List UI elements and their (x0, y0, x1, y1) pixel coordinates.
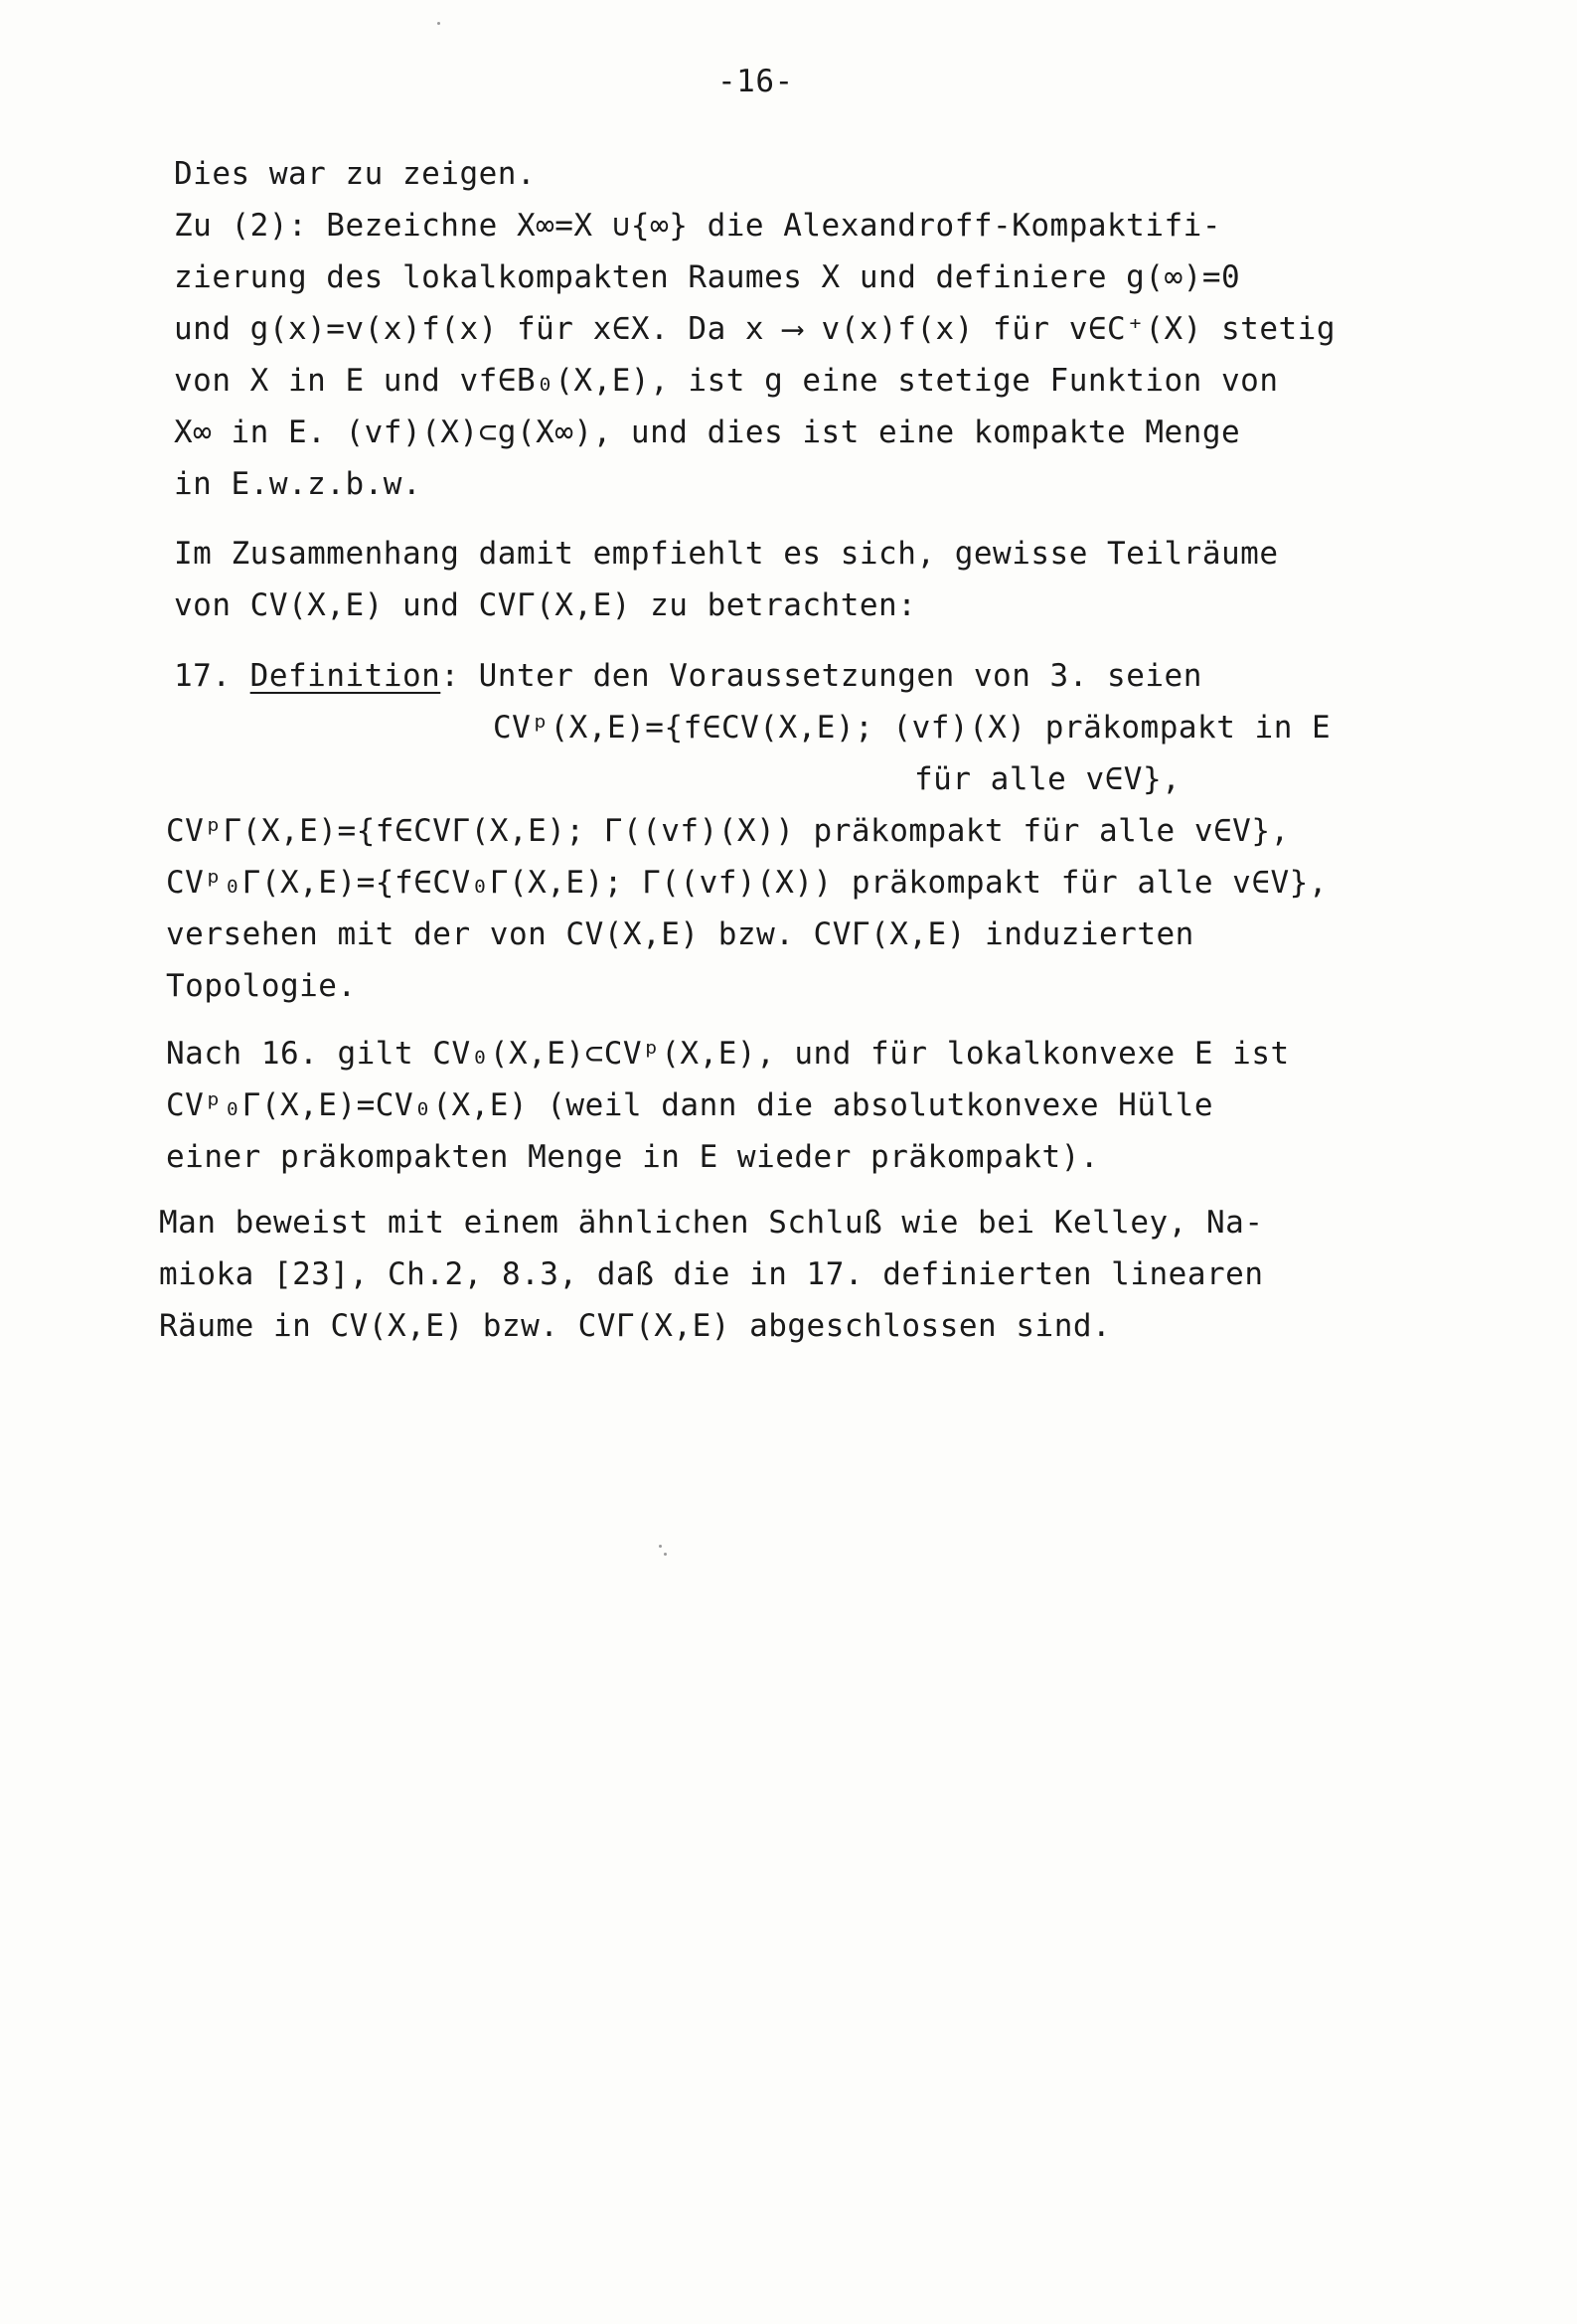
text-line: und g(x)=v(x)f(x) für x∈X. Da x ⟶ v(x)f(x) für v∈C⁺(X) stetig (174, 311, 1336, 347)
text-line: von CV(X,E) und CVΓ(X,E) zu betrachten: (174, 587, 917, 623)
text-line: Nach 16. gilt CV₀(X,E)⊂CVᵖ(X,E), und für lokalkonvexe E ist (166, 1036, 1290, 1072)
scan-speck (437, 22, 440, 25)
text-line: Im Zusammenhang damit empfiehlt es sich, gewisse Teilräume (174, 536, 1279, 572)
definition-line: versehen mit der von CV(X,E) bzw. CVΓ(X,E) induzierten (166, 916, 1194, 952)
text-line: einer präkompakten Menge in E wieder präkompakt). (166, 1139, 1100, 1175)
definition-line: Topologie. (166, 968, 357, 1004)
definition-label: Definition (249, 658, 441, 694)
text-line: Zu (2): Bezeichne X∞=X ∪{∞} die Alexandroff-Kompaktifi- (174, 208, 1221, 244)
definition-number: 17. (174, 658, 232, 694)
text-line: Dies war zu zeigen. (174, 156, 537, 192)
definition-line: CVᵖ₀Γ(X,E)={f∈CV₀Γ(X,E); Γ((vf)(X)) präkompakt für alle v∈V}, (166, 865, 1328, 901)
text-line: zierung des lokalkompakten Raumes X und definiere g(∞)=0 (174, 259, 1241, 295)
scan-speck (664, 1553, 667, 1556)
page-number: -16- (717, 64, 794, 99)
text-line: in E.w.z.b.w. (174, 466, 422, 502)
definition-intro: : Unter den Voraussetzungen von 3. seien (440, 658, 1202, 694)
definition-line: CVᵖ(X,E)={f∈CV(X,E); (vf)(X) präkompakt in E (493, 710, 1332, 746)
definition-heading (174, 656, 1202, 696)
text-line: Man beweist mit einem ähnlichen Schluß wie bei Kelley, Na- (159, 1205, 1264, 1241)
text-line: mioka [23], Ch.2, 8.3, daß die in 17. definierten linearen (159, 1256, 1264, 1292)
text-line: CVᵖ₀Γ(X,E)=CV₀(X,E) (weil dann die absolutkonvexe Hülle (166, 1087, 1213, 1123)
text-line: X∞ in E. (vf)(X)⊂g(X∞), und dies ist eine kompakte Menge (174, 415, 1241, 450)
text-line: von X in E und vf∈B₀(X,E), ist g eine stetige Funktion von (174, 363, 1279, 399)
scan-speck (659, 1545, 662, 1548)
text-line: Räume in CV(X,E) bzw. CVΓ(X,E) abgeschlossen sind. (159, 1308, 1112, 1344)
definition-line: CVᵖΓ(X,E)={f∈CVΓ(X,E); Γ((vf)(X)) präkompakt für alle v∈V}, (166, 813, 1290, 849)
definition-line: für alle v∈V}, (914, 761, 1182, 797)
